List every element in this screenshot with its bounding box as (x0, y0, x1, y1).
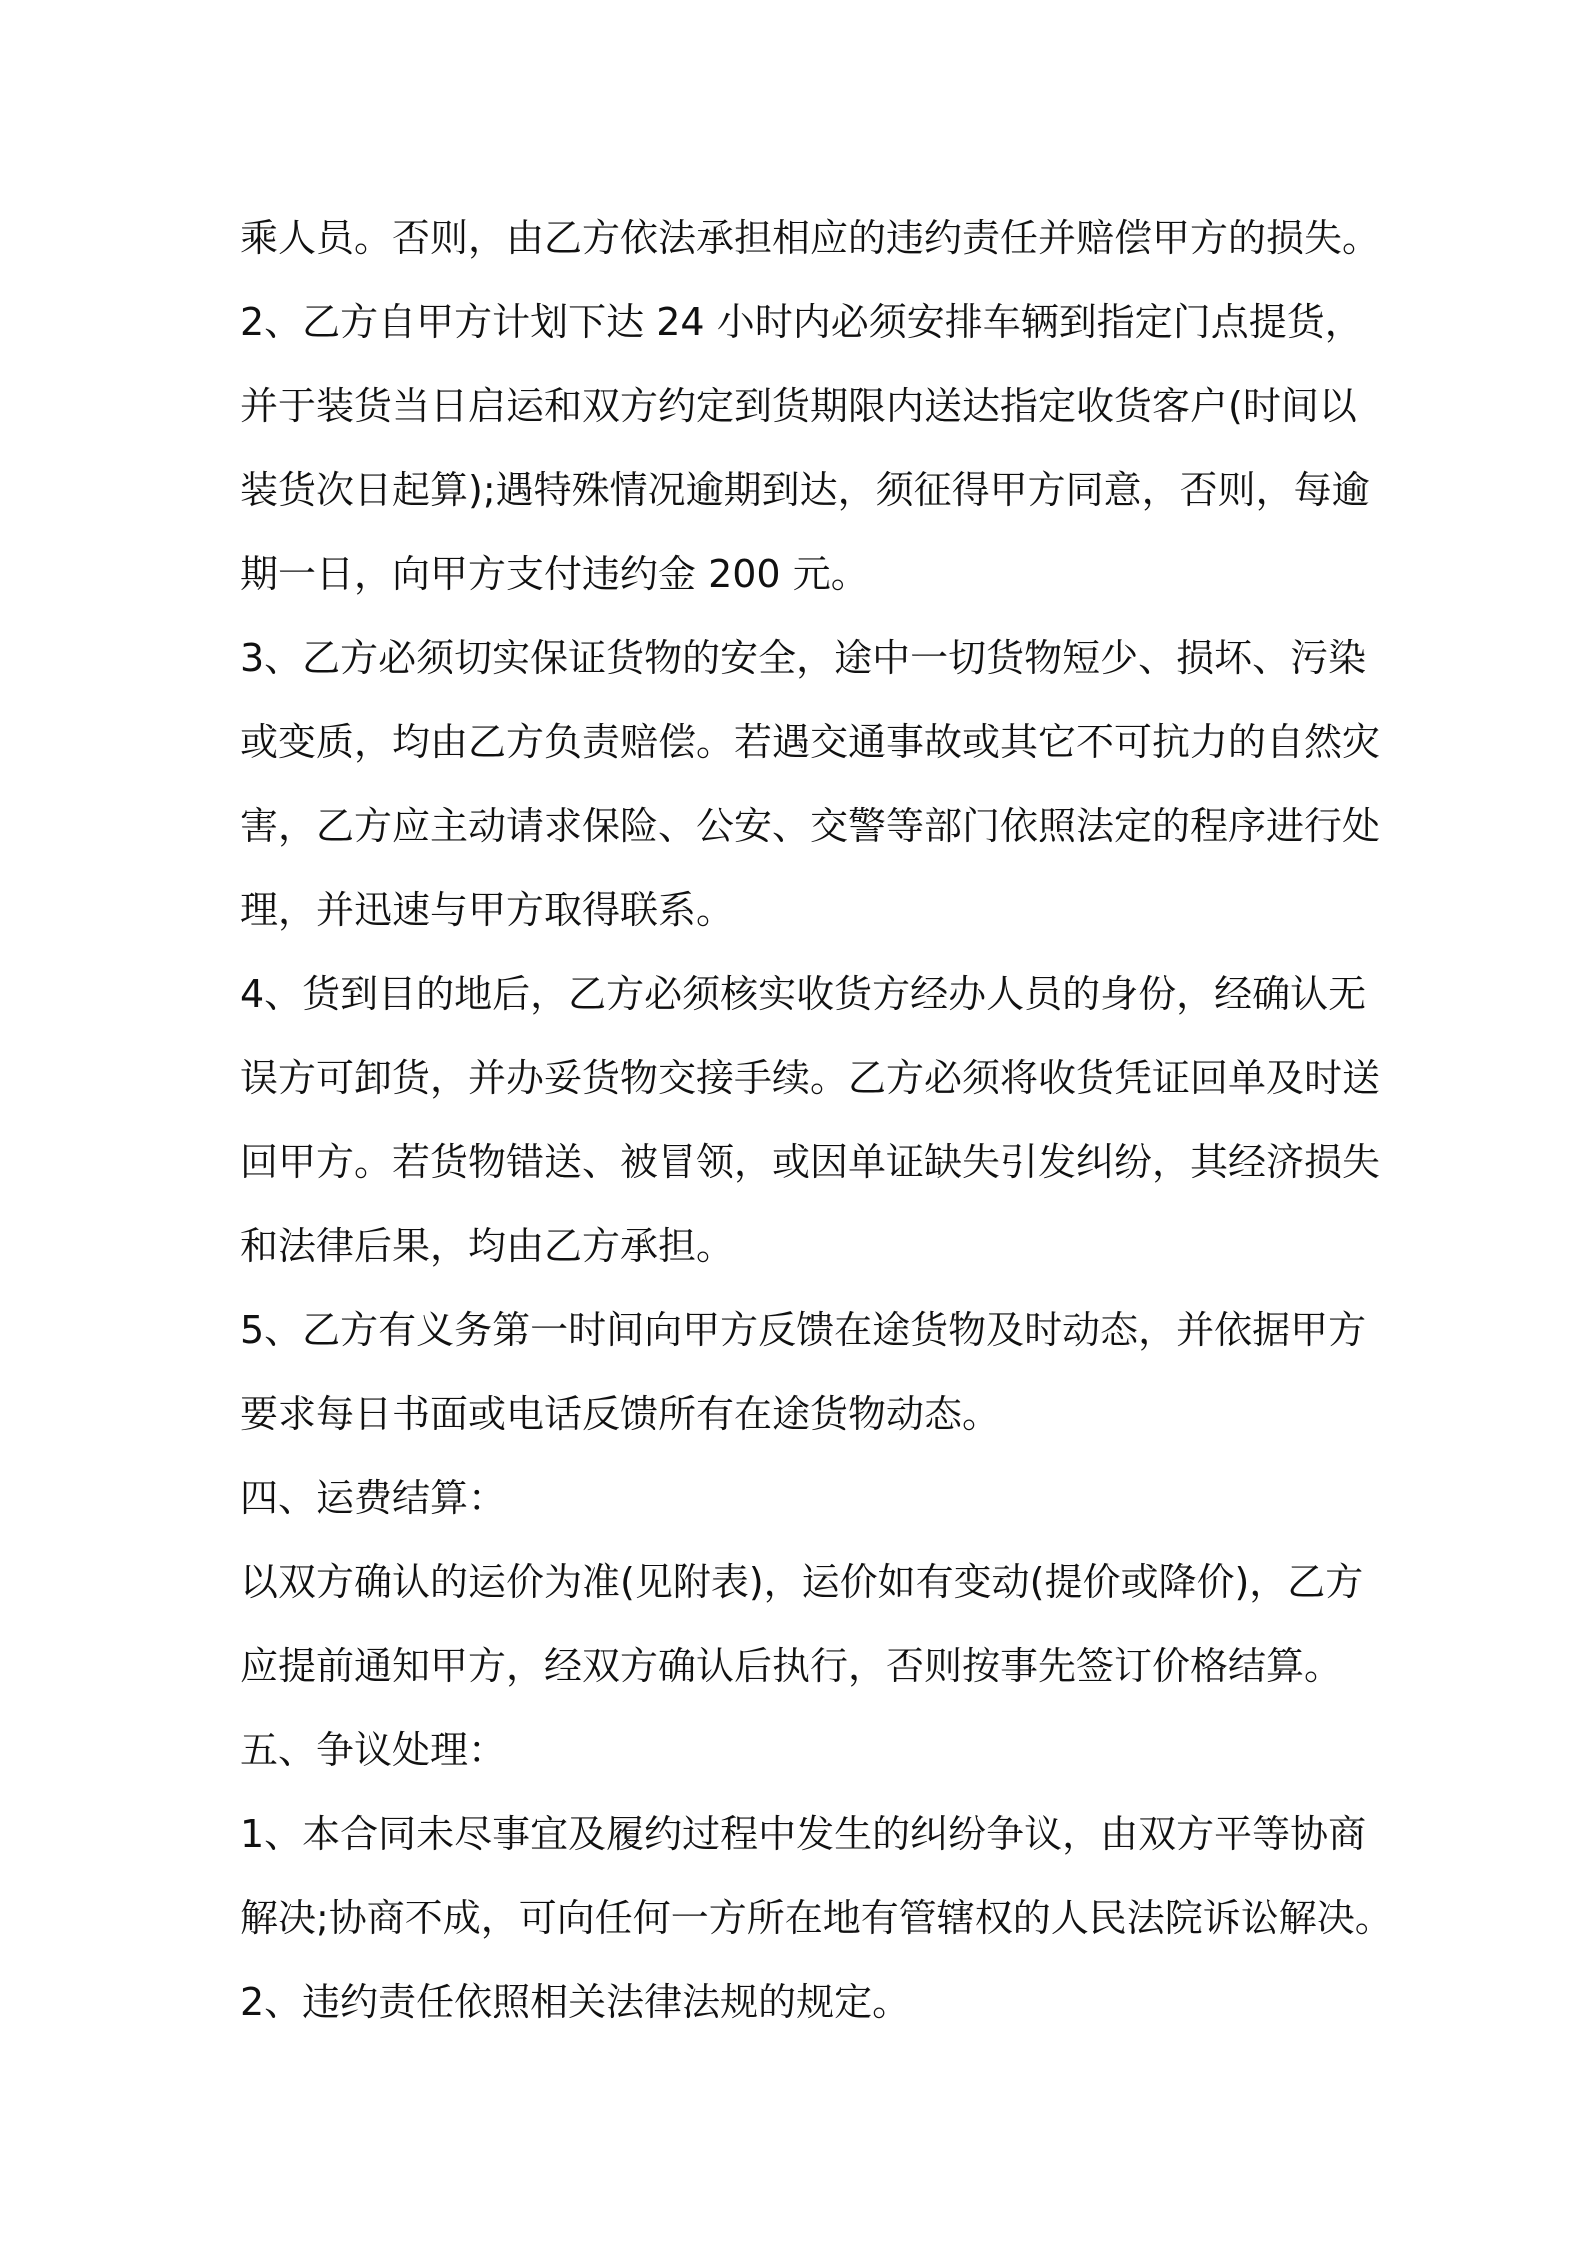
text-line: 2、违约责任依照相关法律法规的规定。 (240, 1980, 911, 2024)
text-line: 和法律后果，均由乙方承担。 (240, 1224, 735, 1268)
text-line: 1、本合同未尽事宜及履约过程中发生的纠纷争议，由双方平等协商 (240, 1812, 1367, 1856)
text-line: 4、货到目的地后，乙方必须核实收货方经办人员的身份，经确认无 (240, 972, 1367, 1016)
text-line: 或变质，均由乙方负责赔偿。若遇交通事故或其它不可抗力的自然灾 (240, 720, 1381, 764)
text-line: 应提前通知甲方，经双方确认后执行，否则按事先签订价格结算。 (240, 1644, 1343, 1688)
text-line: 5、乙方有义务第一时间向甲方反馈在途货物及时动态，并依据甲方 (240, 1308, 1367, 1352)
text-line: 期一日，向甲方支付违约金 200 元。 (240, 552, 869, 596)
text-line: 并于装货当日启运和双方约定到货期限内送达指定收货客户(时间以 (240, 384, 1357, 428)
text-line: 害，乙方应主动请求保险、公安、交警等部门依照法定的程序进行处 (240, 804, 1381, 848)
text-line: 乘人员。否则，由乙方依法承担相应的违约责任并赔偿甲方的损失。 (240, 216, 1381, 260)
section-heading: 四、运费结算： (240, 1476, 507, 1520)
text-line: 2、乙方自甲方计划下达 24 小时内必须安排车辆到指定门点提货， (240, 300, 1363, 344)
text-line: 以双方确认的运价为准(见附表)，运价如有变动(提价或降价)，乙方 (240, 1560, 1364, 1604)
text-line: 回甲方。若货物错送、被冒领，或因单证缺失引发纠纷，其经济损失 (240, 1140, 1381, 1184)
document-body (240, 196, 1393, 2044)
text-line: 误方可卸货，并办妥货物交接手续。乙方必须将收货凭证回单及时送 (240, 1056, 1381, 1100)
text-line: 装货次日起算);遇特殊情况逾期到达，须征得甲方同意，否则，每逾 (240, 468, 1370, 512)
text-line: 解决;协商不成，可向任何一方所在地有管辖权的人民法院诉讼解决。 (240, 1896, 1393, 1940)
section-heading: 五、争议处理： (240, 1728, 507, 1772)
text-line: 理，并迅速与甲方取得联系。 (240, 888, 735, 932)
text-line: 要求每日书面或电话反馈所有在途货物动态。 (240, 1392, 1001, 1436)
text-line: 3、乙方必须切实保证货物的安全，途中一切货物短少、损坏、污染 (240, 636, 1367, 680)
